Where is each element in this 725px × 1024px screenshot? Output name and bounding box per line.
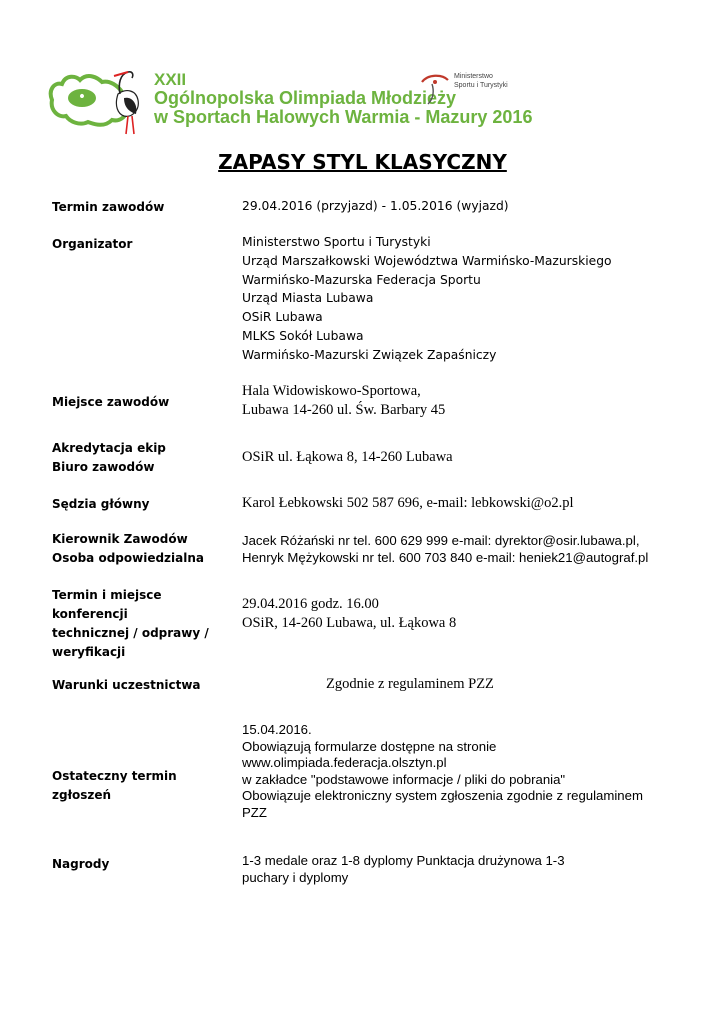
registration-link[interactable]: www.olimpiada.federacja.olsztyn.pl <box>242 755 447 770</box>
event-name-line2: w Sportach Halowych Warmia - Mazury 2016 <box>154 107 533 127</box>
prizes-line: 1-3 medale oraz 1-8 dyplomy Punktacja drużynowa 1-3 <box>242 853 565 868</box>
value-sedzia: Karol Łebkowski 502 587 696, e-mail: lebkowski@o2.pl <box>242 495 574 511</box>
ministry-line2: Sportu i Turystyki <box>454 82 508 89</box>
badge-shape <box>68 89 96 107</box>
value-akredytacja: OSiR ul. Łąkowa 8, 14-260 Lubawa <box>242 449 453 465</box>
organizer-line: Ministerstwo Sportu i Turystyki <box>242 235 431 249</box>
value-miejsce <box>242 382 445 419</box>
value-kierownik <box>242 533 648 566</box>
stork-beak <box>114 72 128 76</box>
label-zgloszenia: Ostateczny termin zgłoszeń <box>52 769 177 802</box>
event-name-line1: Ogólnopolska Olimpiada Młodzieży <box>154 88 457 108</box>
organizer-line: Warmińsko-Mazurska Federacja Sportu <box>242 272 481 287</box>
registration-line: PZZ <box>242 804 267 820</box>
label-akredytacja <box>52 439 232 477</box>
organizer-line: MLKS Sokół Lubawa <box>242 328 364 343</box>
venue-line: Hala Widowiskowo-Sportowa, <box>242 383 421 399</box>
event-edition: XXII <box>154 70 187 89</box>
label-line: weryfikacji <box>52 645 126 659</box>
registration-line: 15.04.2016. <box>242 722 312 737</box>
value-termin: 29.04.2016 (przyjazd) - 1.05.2016 (wyjazd) <box>242 199 509 213</box>
label-line: Osoba odpowiedzialna <box>52 551 204 565</box>
label-line: technicznej / odprawy / <box>52 626 209 640</box>
organizer-line: Urząd Marszałkowski Województwa Warmińsko-Mazurskiego <box>242 253 612 268</box>
conference-line: 29.04.2016 godz. 16.00 <box>242 596 379 612</box>
label-organizator: Organizator <box>52 237 133 251</box>
organizer-line: OSiR Lubawa <box>242 310 323 325</box>
registration-line: w zakładce "podstawowe informacje / pliki do pobrania" <box>242 771 566 787</box>
label-konferencja <box>52 586 232 662</box>
conference-line: OSiR, 14-260 Lubawa, ul. Łąkowa 8 <box>242 614 457 631</box>
label-line: Termin i miejsce konferencji <box>52 588 162 621</box>
value-organizator <box>242 233 612 365</box>
value-zgloszenia <box>242 722 643 821</box>
label-termin: Termin zawodów <box>52 200 165 214</box>
label-line: Akredytacja ekip <box>52 441 166 455</box>
label-sedzia: Sędzia główny <box>52 497 150 511</box>
page-title: ZAPASY STYL KLASYCZNY <box>218 150 507 174</box>
value-warunki: Zgodnie z regulaminem PZZ <box>326 676 494 692</box>
organizer-line: Urząd Miasta Lubawa <box>242 291 374 306</box>
svg-text:⬤: ⬤ <box>79 93 85 98</box>
venue-line: Lubawa 14-260 ul. Św. Barbary 45 <box>242 401 446 418</box>
ministry-line1: Ministerstwo <box>454 73 493 80</box>
label-nagrody: Nagrody <box>52 857 110 871</box>
prizes-line: puchary i dyplomy <box>242 869 349 885</box>
label-line: Kierownik Zawodów <box>52 532 188 546</box>
ministry-logo-icon <box>414 68 454 108</box>
label-kierownik <box>52 530 232 568</box>
olympiad-logo <box>44 60 156 138</box>
label-miejsce: Miejsce zawodów <box>52 395 170 409</box>
value-nagrody <box>242 853 565 886</box>
organizer-line: Warmińsko-Mazurski Związek Zapaśniczy <box>242 347 497 362</box>
ministry-logo-text <box>454 72 508 90</box>
label-warunki: Warunki uczestnictwa <box>52 678 201 692</box>
label-line: Biuro zawodów <box>52 460 155 474</box>
stork-legs <box>126 116 134 134</box>
registration-line: Obowiązują formularze dostępne na stronie <box>242 738 497 754</box>
value-konferencja <box>242 595 456 632</box>
registration-line: Obowiązuje elektroniczny system zgłoszenia zgodnie z regulaminem <box>242 788 643 803</box>
contact-line: Jacek Różański nr tel. 600 629 999 e-mail: dyrektor@osir.lubawa.pl, <box>242 533 640 548</box>
contact-line: Henryk Mężykowski nr tel. 600 703 840 e-mail: heniek21@autograf.pl <box>242 549 649 565</box>
